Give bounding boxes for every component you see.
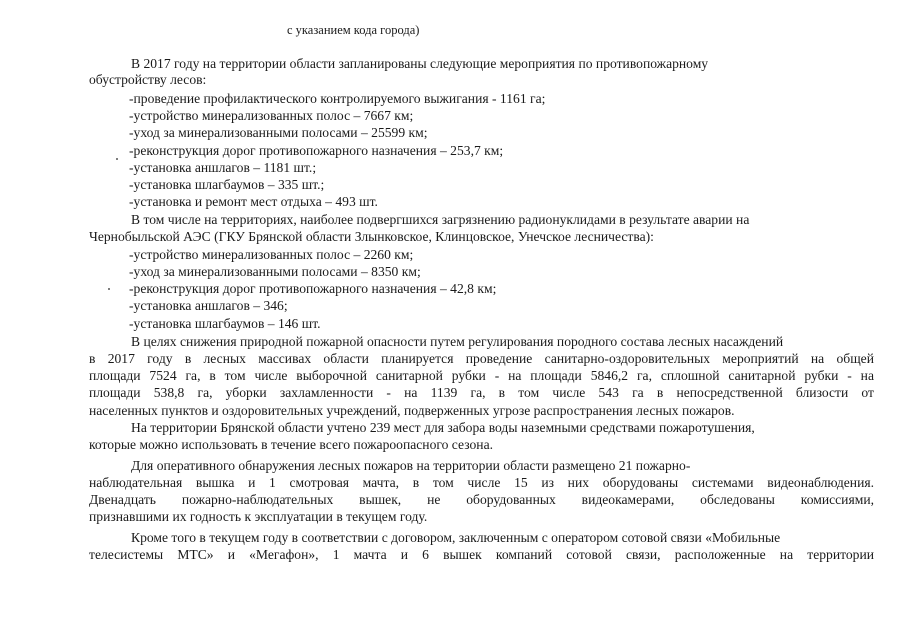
planned-item: -установка и ремонт мест отдыха – 493 шт. <box>129 194 378 209</box>
contaminated-intro-line-1: В том числе на территориях, наиболее подвергшихся загрязнению радионуклидами в результате аварии на <box>131 212 750 227</box>
scan-speck <box>116 158 118 160</box>
sanitary-line-2: в 2017 году в лесных массивах области планируется проведение санитарно-оздоровительных мероприятий на общей <box>89 351 874 366</box>
contaminated-item: -установка шлагбаумов – 146 шт. <box>129 316 321 331</box>
contaminated-item: -реконструкция дорог противопожарного назначения – 42,8 км; <box>129 281 497 296</box>
planned-item: -устройство минерализованных полос – 7667 км; <box>129 108 414 123</box>
contaminated-item: -устройство минерализованных полос – 2260 км; <box>129 247 414 262</box>
intro-line-1: В 2017 году на территории области запланированы следующие мероприятия по противопожарному <box>131 56 709 71</box>
intro-line-2: обустройству лесов: <box>89 72 207 87</box>
mobile-line-1: Кроме того в текущем году в соответствии с договором, заключенным с оператором сотовой связи «Мобильные <box>131 530 781 545</box>
sanitary-line-5: населенных пунктов и оздоровительных учреждений, подверженных угрозе распространения лесных пожаров. <box>89 403 735 418</box>
contaminated-item: -уход за минерализованными полосами – 8350 км; <box>129 264 421 279</box>
towers-line-2: наблюдательная вышка и 1 смотровая мачта, в том числе 15 из них оборудованы системами видеонаблюдения. <box>89 475 874 490</box>
planned-item: -установка аншлагов – 1181 шт.; <box>129 160 317 175</box>
water-line-1: На территории Брянской области учтено 239 мест для забора воды наземными средствами пожаротушения, <box>131 420 755 435</box>
sanitary-line-1: В целях снижения природной пожарной опасности путем регулирования породного состава лесных насаждений <box>131 334 784 349</box>
sanitary-line-4: площади 538,8 га, уборки захламленности - на 1139 га, в том числе 543 га в непосредственной близости от <box>89 385 874 400</box>
planned-item: -уход за минерализованными полосами – 25599 км; <box>129 125 428 140</box>
sanitary-line-3: площади 7524 га, в том числе выборочной санитарной рубки - на площади 5846,2 га, сплошной санитарной рубки - на <box>89 368 874 383</box>
contaminated-intro-line-2: Чернобыльской АЭС (ГКУ Брянской области Злынковское, Клинцовское, Унечское лесничества): <box>89 229 654 244</box>
towers-line-1: Для оперативного обнаружения лесных пожаров на территории области размещено 21 пожарно- <box>131 458 691 473</box>
contaminated-item: -установка аншлагов – 346; <box>129 298 288 313</box>
header-fragment: с указанием кода города) <box>287 23 420 37</box>
mobile-line-2: телесистемы МТС» и «Мегафон», 1 мачта и 6 вышек компаний сотовой связи, расположенные на территории <box>89 547 874 562</box>
scan-speck <box>108 288 110 290</box>
towers-line-4: признавшими их годность к эксплуатации в текущем году. <box>89 509 428 524</box>
planned-item: -проведение профилактического контролируемого выжигания - 1161 га; <box>129 91 546 106</box>
towers-line-3: Двенадцать пожарно-наблюдательных вышек, не оборудованных видеокамерами, обследованы комиссиями, <box>89 492 874 507</box>
water-line-2: которые можно использовать в течение всего пожароопасного сезона. <box>89 437 494 452</box>
planned-item: -установка шлагбаумов – 335 шт.; <box>129 177 325 192</box>
planned-item: -реконструкция дорог противопожарного назначения – 253,7 км; <box>129 143 504 158</box>
